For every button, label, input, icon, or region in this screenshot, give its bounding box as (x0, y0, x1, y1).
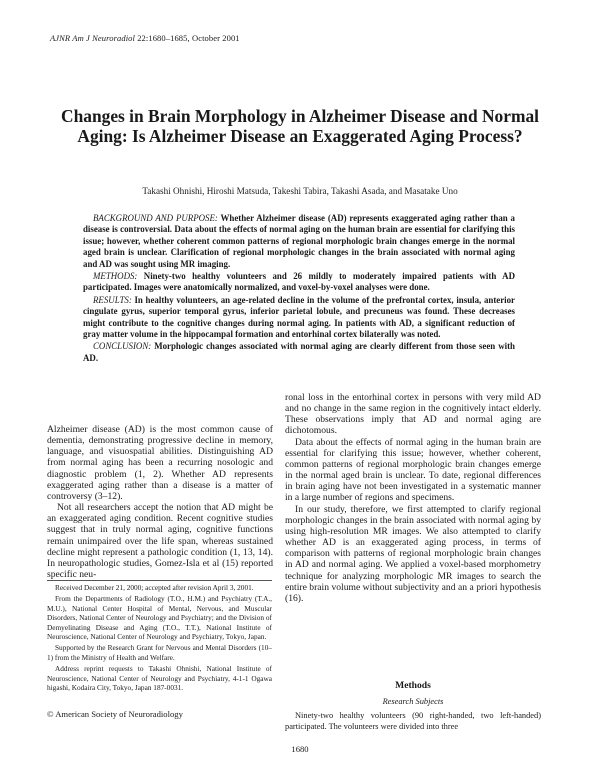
author-list: Takashi Ohnishi, Hiroshi Matsuda, Takeshi Tabira, Takashi Asada, and Masatake Uno (142, 186, 458, 196)
journal-name: AJNR Am J Neuroradiol (50, 33, 135, 43)
abstract-background (83, 213, 515, 270)
footnote-reprints: Address reprint requests to Takashi Ohnishi, National Institute of Neuroscience, National Center of Neurology and Psychiatry, 4-1-1 Ogawa higashi, Kodaira City, Tokyo, Japan 187-0031. (47, 664, 272, 693)
journal-citation: 22:1680–1685, October 2001 (134, 33, 240, 43)
abstract-methods (83, 271, 515, 294)
abstract-background-label: BACKGROUND AND PURPOSE: (93, 213, 218, 223)
methods-paragraph: Ninety-two healthy volunteers (90 right-handed, two left-handed) participated. The volunteers were divided into three (285, 711, 541, 731)
abstract-methods-label: METHODS: (93, 271, 138, 282)
body-paragraph: In our study, therefore, we first attempted to clarify regional morphologic changes in the brain associated with normal aging by using high-resolution MR images. We also attempted to clarify whether AD is an exaggerated aging process, in terms of comparison with patterns of regional morphologic brain changes in AD and normal aging. We applied a voxel-based morphometry technique for analyzing morphologic MR images to search the entire brain volume without subjectivity and an a priori hypothesis (16). (285, 503, 541, 604)
subsection-heading-subjects: Research Subjects (382, 697, 444, 706)
footnote-support: Supported by the Research Grant for Nervous and Mental Disorders (10–1) from the Ministry of Health and Welfare. (47, 643, 272, 662)
body-right-column (285, 392, 541, 604)
section-heading-methods: Methods (395, 680, 431, 691)
body-paragraph: Data about the effects of normal aging in the human brain are essential for clarifying this issue; however, whether coherent, common patterns of regional morphologic brain changes emerge in the normal aged brain is unclear. To date, regional differences in brain aging have not been investigated in a systematic manner in a large number of regions and specimens. (285, 436, 541, 504)
page-number: 1680 (291, 744, 309, 754)
body-left-column (47, 424, 273, 580)
abstract (83, 213, 515, 365)
footnote-affiliations: From the Departments of Radiology (T.O., H.M.) and Psychiatry (T.A., M.U.), National Center Hospital of Mental, Nervous, and Muscular Disorders, National Center of Neurology and Psychiatry; and the Division of Demyelinating Disease and Aging (T.O., T.T.), National Institute of Neuroscience, National Center of Neurology and Psychiatry, Tokyo, Japan. (47, 594, 272, 642)
abstract-conclusion-text: Morphologic changes associated with normal aging are clearly different from those seen with AD. (83, 341, 515, 363)
abstract-results-label: RESULTS: (93, 294, 132, 305)
abstract-results-text: In healthy volunteers, an age-related decline in the volume of the prefrontal cortex, insula, anterior cingulate gyrus, superior temporal gyrus, inferior parietal lobule, and precuneus was found. These decreases might contribute to the cognitive changes during normal aging. In patients with AD, a significant reduction of gray matter volume in the hippocampal formation and entorhinal cortex bilaterally was noted. (83, 294, 515, 340)
abstract-background-text: Whether Alzheimer disease (AD) represents exaggerated aging rather than a disease is controversial. Data about the effects of normal aging on the human brain are essential for clarifying this issue; however, whether coherent common patterns of regional morphologic brain changes emerge in the normal aged brain is unclear. Clarification of regional morphologic changes in the brain associated with normal aging and AD was sought using MR imaging. (83, 213, 515, 269)
journal-header (50, 33, 240, 43)
copyright-line: © American Society of Neuroradiology (47, 709, 183, 719)
footnote-received: Received December 21, 2000; accepted after revision April 3, 2001. (55, 583, 254, 592)
abstract-results (83, 295, 515, 341)
body-paragraph: Alzheimer disease (AD) is the most common cause of dementia, demonstrating progressive decline in memory, language, and visuospatial abilities. Distinguishing AD from normal aging has been a recurring nosologic and diagnostic problem (1, 2). Whether AD represents exaggerated aging rather than a disease is a matter of controversy (3–12). (47, 424, 273, 502)
abstract-methods-text: Ninety-two healthy volunteers and 26 mildly to moderately impaired patients with AD participated. Images were anatomically normalized, and voxel-by-voxel analyses were done. (83, 271, 515, 293)
footnotes (47, 580, 272, 694)
body-paragraph: Not all researchers accept the notion that AD might be an exaggerated aging condition. Recent cognitive studies suggest that in truly normal aging, cognitive functions remain unimpaired over the life span, whereas sustained decline might represent a pathologic condition (1, 13, 14). In neuropathologic studies, Gomez-Isla et al (15) reported specific neu- (47, 502, 273, 581)
article-title: Changes in Brain Morphology in Alzheimer Disease and Normal Aging: Is Alzheimer Disease an Exaggerated Aging Process? (61, 106, 539, 146)
abstract-conclusion-label: CONCLUSION: (93, 341, 152, 352)
abstract-conclusion (83, 341, 515, 364)
body-paragraph: ronal loss in the entorhinal cortex in persons with very mild AD and no change in the same region in the cognitively intact elderly. These observations imply that AD and normal aging are dichotomous. (285, 392, 541, 437)
